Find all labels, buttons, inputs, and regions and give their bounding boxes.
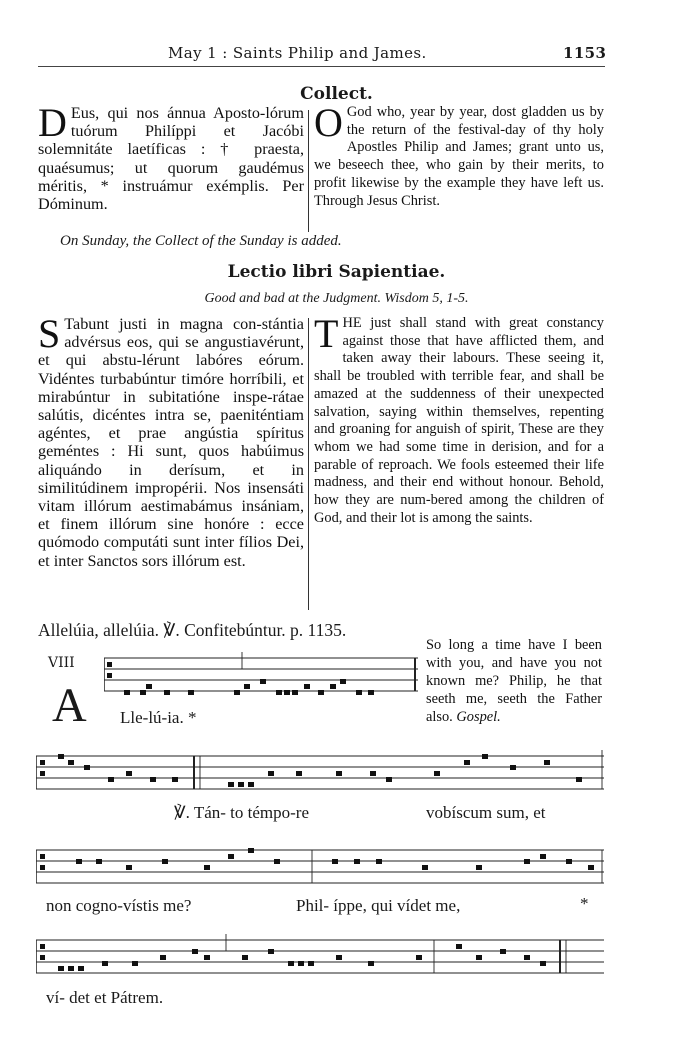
alleluia-big-initial: A [52, 679, 87, 732]
chant-staff-1 [104, 650, 418, 702]
collect-rubric: On Sunday, the Collect of the Sunday is added. [60, 233, 342, 249]
collect-latin-text: Eus, qui nos ánnua Aposto-lórum tuórum Philíppi et Jacóbi solemnitáte laetíficas : † praesta, quaésumus; ut quorum gaudémus méritis, * instruámur exémplis. Per Dóminum. [38, 104, 304, 214]
running-title: May 1 : Saints Philip and James. [168, 44, 427, 62]
lyric-line-4: ví- det et Pátrem. [46, 988, 164, 1007]
collect-english [314, 100, 604, 210]
lesson-latin-text: Tabunt justi in magna con-stántia advérsus eos, qui se angustiavérunt, et qui abstu-lérunt labóres eórum. Vidéntes turbabúntur timóre horríbili, et mirabúntur in subitatióne inspe-rátae salútis, dicéntes intra se, paeniténtiam agéntes, et prae angústia spíritus geméntes : Hi sunt, quos habúimus aliquándo in derísum, et in similitúdinem impropérii. Nos insensáti vitam illórum aestimabámus insániam, et finem illórum sine honóre : ecce quómodo computáti sunt inter fílios Dei, et inter Sanctos sors illórum est. [38, 315, 304, 570]
lesson-column-divider [308, 318, 309, 610]
lesson-english-initial: T [314, 311, 339, 356]
collect-column-divider [308, 110, 309, 232]
lyric-line-2a: ℣. Tán- to témpo-re [174, 803, 309, 822]
chant-staff-3 [36, 842, 604, 892]
chant-staff-2 [36, 748, 604, 798]
collect-english-text: God who, year by year, dost gladden us by the return of the festival-day of thy holy Apostles Philip and James; grant unto us, we beseech thee, who gain by their merits, to profit likewise by the example they have left us. Through Jesus Christ. [314, 104, 604, 209]
lyric-line-3c: * [580, 894, 589, 913]
lyric-line-3b: Phil- íppe, qui vídet me, [296, 896, 461, 915]
lesson-latin-initial: S [38, 311, 61, 356]
alleluia-english-text: So long a time have I been with you, and have you not known me? Philip, he that seeth me, seeth the Father also. [426, 637, 602, 725]
chant-staff-4 [36, 932, 604, 984]
collect-latin [38, 100, 304, 214]
page-number: 1153 [563, 44, 607, 62]
lyric-line-1: Lle-lú-ia. * [120, 708, 197, 727]
header-rule [38, 66, 605, 67]
alleluia-english [426, 636, 602, 726]
page-header [0, 44, 673, 66]
alleluia-intro: Allelúia, allelúia. ℣. Confitebúntur. p. 1135. [38, 620, 347, 640]
gospel-reference: Gospel. [456, 709, 501, 725]
lesson-english [314, 311, 604, 527]
lyric-line-2b: vobíscum sum, et [426, 803, 546, 822]
collect-heading: Collect. [300, 84, 373, 104]
mode-label: VIII [48, 655, 75, 671]
lesson-english-text: HE just shall stand with great constancy against those that have afflicted them, and taken away their labours. These seeing it, shall be troubled with terrible fear, and shall be amazed at the suddenness of their unexpected salvation, saying within themselves, repenting and groaning for anguish of spirit, These are they whom we had some time in derision, and for a parable of reproach. We fools esteemed their life madness, and their end without honour. Behold, how they are num-bered among the children of God, and their lot is among the saints. [314, 315, 604, 526]
lyric-line-3a: non cogno-vístis me? [46, 896, 192, 915]
collect-english-initial: O [314, 100, 343, 145]
lesson-latin [38, 311, 304, 570]
lesson-heading: Lectio libri Sapientiae. [227, 262, 446, 282]
collect-latin-initial: D [38, 100, 67, 145]
lesson-subheading: Good and bad at the Judgment. Wisdom 5, 1-5. [204, 291, 469, 306]
